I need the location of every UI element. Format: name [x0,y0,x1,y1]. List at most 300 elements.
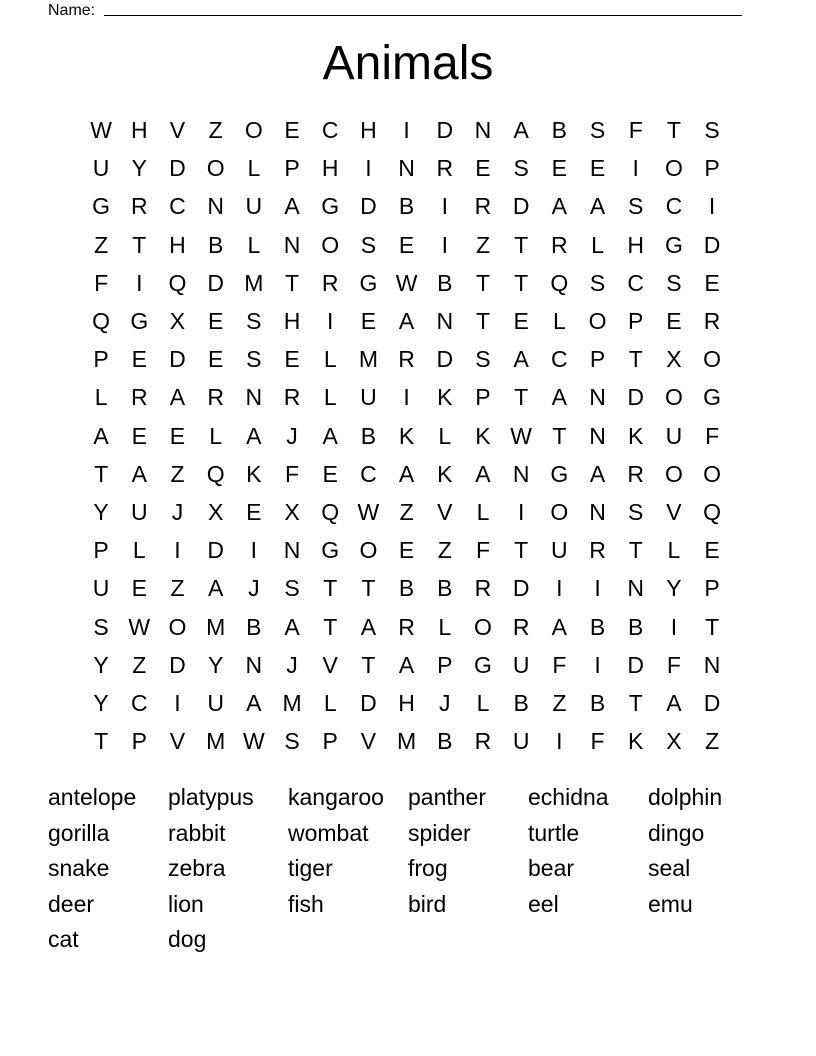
grid-letter: R [474,728,492,755]
grid-letter: F [285,460,300,487]
grid-letter: F [475,537,490,564]
grid-letter: F [94,269,109,296]
grid-letter: D [703,689,721,716]
word-list-item: rabbit [168,819,226,846]
grid-letter: H [627,231,645,258]
grid-letter: T [514,537,529,564]
grid-letter: N [207,193,224,220]
grid-row [82,378,731,416]
grid-letter: B [437,269,453,296]
grid-letter: O [168,613,187,640]
grid-letter: E [246,498,262,525]
grid-letter: I [670,613,678,640]
grid-letter: P [704,155,720,182]
grid-letter: R [512,613,530,640]
grid-letter: B [207,231,224,258]
grid-letter: I [403,117,410,144]
grid-letter: T [628,689,643,716]
grid-letter: I [174,537,181,564]
grid-letter: N [283,537,301,564]
grid-letter: Z [437,537,452,564]
grid-letter: T [94,728,109,755]
grid-letter: X [666,728,682,755]
grid-letter: Y [207,651,224,678]
grid-letter: I [136,269,143,296]
grid-letter: A [398,651,415,678]
grid-letter: K [437,384,453,411]
grid-letter: O [664,155,683,182]
grid-letter: R [130,384,148,411]
grid-letter: I [517,498,525,525]
grid-letter: R [398,613,415,640]
grid-letter: R [398,346,415,373]
grid-letter: N [589,498,606,525]
grid-letter: K [437,460,453,487]
grid-letter: A [246,689,262,716]
grid-letter: A [513,346,529,373]
grid-letter: U [245,193,263,220]
grid-letter: Y [131,155,147,182]
grid-letter: D [627,651,645,678]
grid-row [82,684,731,722]
grid-letter: Q [168,269,187,296]
letter-grid [82,111,731,760]
grid-letter: Z [132,651,147,678]
grid-letter: E [207,308,224,335]
grid-letter: J [248,575,260,602]
grid-letter: H [130,117,148,144]
word-list-item: kangaroo [288,784,384,810]
grid-letter: V [169,728,186,755]
grid-letter: X [207,498,224,525]
grid-letter: C [169,193,186,220]
name-label: Name: [48,2,96,19]
grid-letter: U [512,651,530,678]
grid-row [82,226,731,264]
grid-letter: H [321,155,339,182]
grid-letter: S [628,498,644,525]
grid-row [82,111,731,149]
grid-letter: S [589,117,606,144]
grid-letter: N [589,384,606,411]
grid-letter: T [666,117,681,144]
grid-letter: N [245,384,263,411]
grid-letter: T [361,575,376,602]
grid-letter: Z [475,231,490,258]
grid-letter: B [398,575,415,602]
grid-letter: R [474,575,492,602]
word-list-item: turtle [528,819,580,846]
grid-letter: L [323,689,337,716]
grid-letter: E [284,346,300,373]
grid-letter: O [244,117,263,144]
grid-letter: O [474,613,492,640]
grid-letter: V [437,498,453,525]
grid-letter: A [360,613,377,640]
grid-letter: B [360,422,377,449]
grid-letter: E [475,155,491,182]
grid-letter: U [92,575,110,602]
grid-letter: B [551,117,568,144]
grid-letter: B [398,193,415,220]
grid-letter: G [474,651,492,678]
grid-letter: B [589,689,606,716]
grid-letter: Y [93,689,109,716]
grid-letter: A [666,689,682,716]
grid-letter: T [628,346,643,373]
grid-letter: G [550,460,569,487]
grid-letter: T [705,613,720,640]
grid-letter: S [246,346,262,373]
grid-letter: J [171,498,184,525]
grid-letter: I [174,689,181,716]
grid-letter: H [360,117,377,144]
word-list-item: seal [648,855,691,881]
grid-letter: R [551,231,568,258]
grid-letter: Z [399,498,414,525]
grid-letter: E [513,308,529,335]
grid-letter: N [627,575,645,602]
grid-letter: R [436,155,454,182]
grid-letter: C [321,117,339,144]
grid-letter: H [283,308,301,335]
grid-letter: E [551,155,568,182]
grid-letter: L [209,422,223,449]
grid-letter: O [321,231,340,258]
grid-letter: F [705,422,720,449]
grid-letter: Z [94,231,109,258]
grid-letter: A [131,460,147,487]
grid-letter: A [93,422,109,449]
grid-letter: Y [666,575,682,602]
grid-letter: B [513,689,529,716]
grid-letter: Z [208,117,223,144]
grid-letter: S [513,155,529,182]
grid-letter: E [322,460,338,487]
grid-row [82,149,731,187]
grid-letter: G [664,231,683,258]
grid-letter: A [284,193,300,220]
grid-letter: N [283,231,301,258]
grid-letter: K [246,460,262,487]
grid-letter: T [94,460,109,487]
grid-letter: T [552,422,567,449]
grid-letter: L [476,689,490,716]
grid-letter: H [169,231,186,258]
grid-letter: Q [550,269,569,296]
grid-letter: U [130,498,148,525]
grid-letter: R [321,269,339,296]
grid-letter: N [436,308,454,335]
grid-letter: A [589,460,606,487]
word-list-item: frog [408,855,448,881]
grid-letter: N [703,651,721,678]
grid-letter: S [284,728,300,755]
grid-letter: P [437,651,453,678]
grid-letter: S [475,346,491,373]
grid-letter: I [441,193,448,220]
grid-letter: R [207,384,224,411]
grid-row [82,264,731,302]
grid-letter: Z [705,728,720,755]
grid-letter: S [704,117,720,144]
grid-letter: M [282,689,302,716]
grid-letter: E [704,537,720,564]
grid-letter: U [207,689,224,716]
grid-letter: G [321,537,340,564]
grid-letter: T [323,575,338,602]
grid-letter: O [664,384,683,411]
grid-letter: W [90,117,112,144]
grid-letter: C [551,346,568,373]
name-field-row [48,0,95,20]
grid-letter: M [206,613,226,640]
grid-letter: L [132,537,146,564]
grid-letter: A [246,422,262,449]
grid-row [82,646,731,684]
grid-letter: C [627,269,645,296]
grid-letter: E [131,422,147,449]
grid-letter: E [704,269,720,296]
word-list-item: dog [168,926,207,952]
grid-letter: C [665,193,683,220]
grid-letter: W [242,728,265,755]
word-list-item: spider [408,819,471,846]
grid-letter: U [665,422,683,449]
grid-letter: X [284,498,300,525]
grid-letter: I [250,537,258,564]
grid-letter: S [360,231,377,258]
grid-letter: G [130,308,149,335]
grid-letter: L [323,384,337,411]
grid-letter: B [437,575,453,602]
grid-letter: D [360,193,377,220]
grid-letter: T [132,231,147,258]
word-list [48,780,768,958]
grid-letter: I [556,728,563,755]
word-list-item: platypus [168,784,254,810]
grid-letter: J [439,689,451,716]
grid-letter: I [441,231,448,258]
word-list-item: zebra [168,855,226,881]
grid-letter: M [358,346,378,373]
grid-letter: R [627,460,645,487]
grid-letter: F [628,117,643,144]
grid-letter: O [588,308,607,335]
grid-letter: R [589,537,606,564]
grid-letter: A [284,613,300,640]
grid-letter: X [169,308,186,335]
grid-letter: Z [170,460,185,487]
grid-letter: G [321,193,340,220]
grid-letter: I [594,575,601,602]
grid-letter: N [474,117,492,144]
grid-letter: E [131,575,147,602]
grid-letter: A [398,308,415,335]
grid-letter: P [475,384,491,411]
word-list-item: dolphin [648,784,723,810]
grid-letter: D [207,269,224,296]
grid-letter: W [357,498,380,525]
word-list-item: cat [48,926,79,952]
grid-letter: Q [321,498,340,525]
grid-letter: U [360,384,377,411]
grid-letter: S [93,613,109,640]
grid-letter: Y [93,498,109,525]
grid-letter: U [92,155,110,182]
grid-row [82,531,731,569]
grid-letter: P [704,575,720,602]
grid-letter: L [591,231,604,258]
grid-letter: P [628,308,644,335]
grid-letter: J [286,651,298,678]
grid-letter: L [438,422,452,449]
grid-letter: A [551,613,568,640]
grid-letter: E [207,346,224,373]
grid-letter: K [398,422,415,449]
grid-letter: S [284,575,300,602]
grid-letter: D [512,575,530,602]
grid-letter: S [589,269,606,296]
word-list-item: eel [528,890,559,917]
grid-row [82,302,731,340]
grid-letter: K [628,728,644,755]
grid-letter: I [708,193,716,220]
grid-row [82,417,731,455]
grid-letter: U [551,537,568,564]
grid-row [82,607,731,645]
grid-letter: T [514,269,529,296]
grid-letter: C [360,460,377,487]
grid-letter: V [322,651,338,678]
grid-letter: D [436,117,454,144]
grid-letter: W [395,269,418,296]
grid-letter: I [403,384,410,411]
grid-letter: Y [93,651,109,678]
grid-letter: B [246,613,262,640]
grid-letter: N [398,155,415,182]
grid-letter: F [666,651,681,678]
grid-letter: Q [703,498,722,525]
grid-letter: D [169,346,186,373]
grid-letter: Q [206,460,225,487]
grid-letter: T [628,537,643,564]
name-underline [104,15,742,16]
grid-row [82,722,731,760]
grid-letter: T [323,613,338,640]
grid-letter: R [703,308,721,335]
grid-letter: S [246,308,262,335]
word-list-item: emu [648,890,693,917]
grid-letter: O [703,460,722,487]
word-list-item: lion [168,890,204,917]
grid-letter: L [247,231,261,258]
grid-letter: G [92,193,111,220]
grid-letter: A [398,460,415,487]
grid-letter: T [514,231,529,258]
grid-letter: P [322,728,338,755]
word-list-item: echidna [528,784,609,810]
grid-letter: E [398,231,415,258]
grid-letter: L [438,613,452,640]
page-title: Animals [322,37,494,90]
word-list-item: gorilla [48,819,110,846]
grid-letter: L [323,346,337,373]
grid-letter: D [360,689,377,716]
grid-letter: M [206,728,226,755]
grid-letter: X [666,346,682,373]
grid-letter: P [93,537,109,564]
word-list-item: antelope [48,784,137,810]
grid-row [82,493,731,531]
grid-letter: E [666,308,682,335]
grid-letter: O [703,346,722,373]
grid-letter: I [327,308,334,335]
grid-letter: B [437,728,453,755]
grid-letter: D [169,651,186,678]
grid-letter: A [475,460,491,487]
grid-letter: M [397,728,417,755]
grid-letter: U [512,728,530,755]
grid-letter: P [589,346,606,373]
grid-letter: A [322,422,338,449]
grid-letter: A [589,193,606,220]
grid-letter: B [628,613,644,640]
grid-letter: S [628,193,644,220]
grid-letter: F [552,651,567,678]
grid-letter: H [398,689,415,716]
grid-letter: I [556,575,563,602]
grid-letter: O [550,498,569,525]
grid-letter: K [475,422,491,449]
grid-letter: E [589,155,606,182]
word-list-item: panther [408,784,487,810]
word-list-item: bird [408,890,447,917]
grid-letter: K [628,422,644,449]
grid-letter: N [512,460,530,487]
grid-letter: B [589,613,606,640]
grid-letter: T [475,269,490,296]
word-list-item: fish [288,890,324,917]
grid-letter: I [594,651,601,678]
grid-letter: O [206,155,225,182]
grid-letter: E [131,346,147,373]
grid-letter: J [286,422,298,449]
word-list-item: tiger [288,855,333,881]
word-list-item: bear [528,855,575,881]
grid-letter: V [360,728,377,755]
word-list-item: deer [48,890,95,917]
grid-letter: G [703,384,722,411]
grid-letter: D [512,193,530,220]
grid-letter: F [590,728,605,755]
word-list-item: dingo [648,819,705,846]
grid-letter: L [667,537,681,564]
grid-letter: L [476,498,490,525]
word-list-item: snake [48,855,110,881]
grid-letter: D [436,346,454,373]
grid-letter: V [169,117,186,144]
grid-letter: O [359,537,378,564]
grid-letter: I [632,155,639,182]
grid-letter: R [130,193,148,220]
grid-row [82,187,731,225]
grid-letter: Q [92,308,111,335]
grid-letter: A [513,117,529,144]
grid-letter: P [131,728,147,755]
grid-letter: A [551,384,568,411]
grid-letter: L [247,155,261,182]
